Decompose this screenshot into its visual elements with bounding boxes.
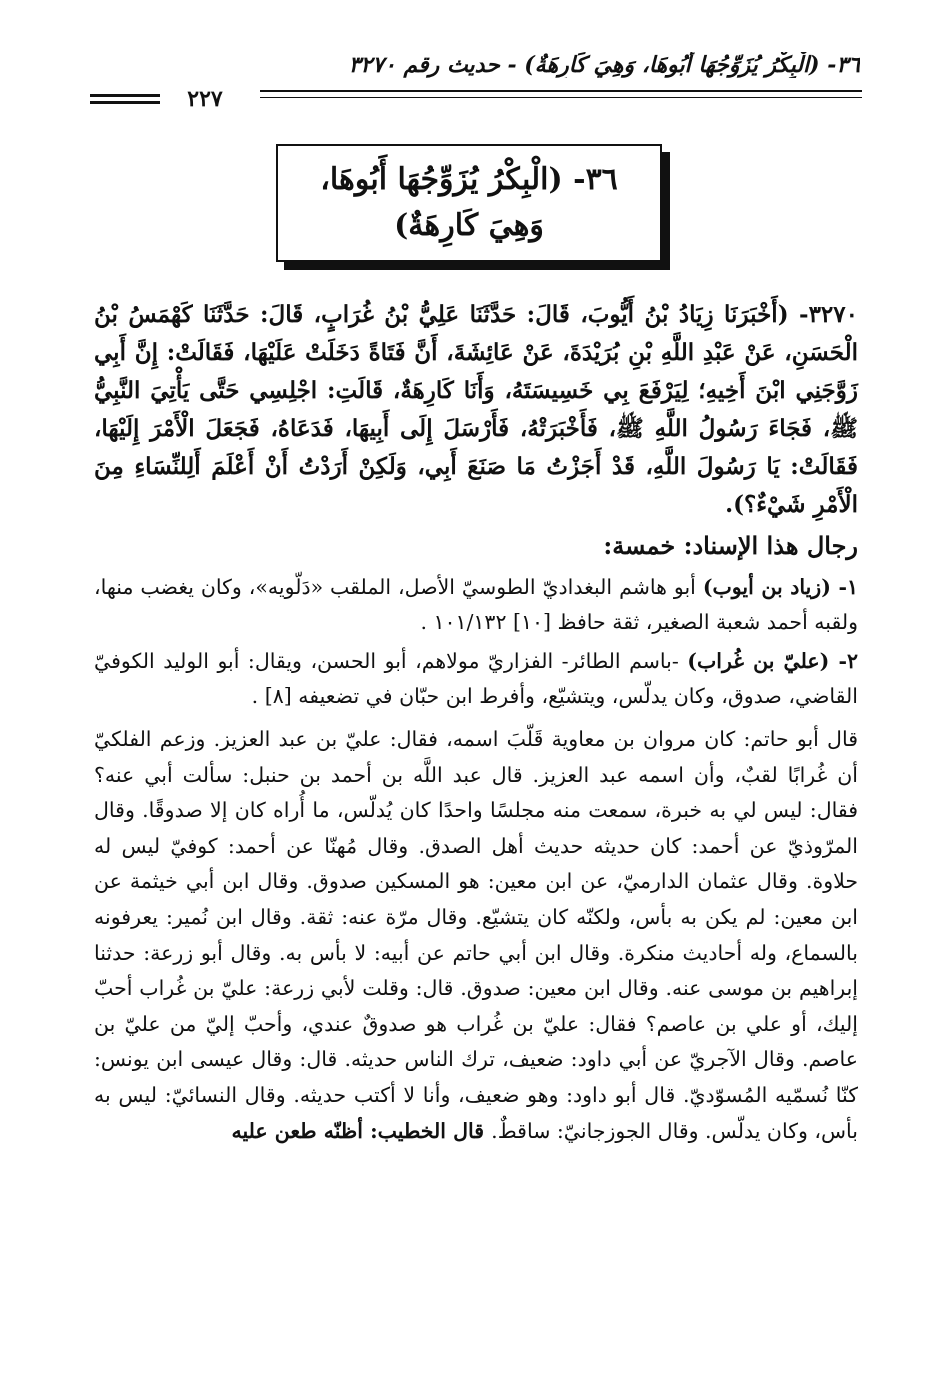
narrator-entry: [94, 644, 858, 714]
narrator-name: ١- (زياد بن أيوب): [702, 575, 858, 599]
narrator-bio: أبو هاشم البغداديّ الطوسيّ الأصل، الملقب «دَلّويه»، وكان يغضب منها، ولقبه أحمد شعبة الصغير، ثقة حافظ [١٠] ١٠١/١٣٢ .: [94, 575, 858, 634]
commentary-closing: قال الخطيب: أظنّه طعن عليه: [231, 1118, 492, 1143]
page-number: ٢٢٧: [187, 86, 223, 112]
narrator-entry: [94, 570, 858, 640]
page-number-rule: [90, 101, 160, 104]
narrator-bio: -باسم الطائر- الفزاريّ مولاهم، أبو الحسن، ويقال: أبو الوليد الكوفيّ القاضي، صدوق، وكان يدلّس، ويتشيّع، وأفرط ابن حبّان في تضعيفه [٨] .: [94, 649, 858, 708]
commentary-text: قال أبو حاتم: كان مروان بن معاوية قَلّبَ اسمه، فقال: عليّ بن عبد العزيز. وزعم الفلكيّ أن غُرابًا لقبٌ، وأن اسمه عبد العزيز. قال عبد اللَّه بن أحمد بن حنبل: سألت أبي عنه؟ فقال: ليس لي به خبرة، سمعت منه مجلسًا واحدًا كان يُدلّس، ما أُراه كان إلا صدوقًا. وقال المرّوذيّ عن أحمد: كان حديثه حديث أهل الصدق. وقال مُهنّا عن أحمد: كوفيّ ليس له حلاوة. وقال عثمان الدارميّ، عن ابن معين: هو المسكين صدوق. وقال ابن أبي خيثمة عن ابن معين: لم يكن به بأس، ولكنّه كان يتشيّع. وقال مرّة عنه: ثقة. وقال ابن نُمير: يعرفونه بالسماع، وله أحاديث منكرة. وقال ابن أبي حاتم عن أبيه: لا بأس به. وقال أبو زرعة: حدثنا إبراهيم بن موسى عنه. وقال ابن معين: صدوق. قال: وقلت لأبي زرعة: عليّ بن غُراب أحبّ إليك، أو علي بن عاصم؟ فقال: عليّ بن غُراب هو صدوقٌ عندي، وأحبّ إليّ من عليّ بن عاصم. وقال الآجريّ عن أبي داود: ضعيف، ترك الناس حديثه. قال: وقال عيسى ابن يونس: كنّا نُسمّيه المُسوّديّ. قال أبو داود: وهو ضعيف، وأنا لا أكتب حديثه. وقال النسائيّ: ليس به بأس، وكان يدلّس. وقال الجوزجانيّ: ساقطٌ.: [94, 727, 858, 1143]
main-text: [94, 296, 858, 1149]
running-header: ٣٦- (الْبِكْرُ يُزَوِّجُهَا أَبُوهَا، وَهِيَ كَارِهَةٌ) - حديث رقم ٣٢٧٠: [348, 52, 860, 78]
hadith-text: ٣٢٧٠- (أَخْبَرَنَا زِيَادُ بْنُ أَيُّوبَ، قَالَ: حَدَّثَنَا عَلِيُّ بْنُ غُرَابٍ، قَالَ: حَدَّثَنَا كَهْمَسُ بْنُ الْحَسَنِ، عَنْ عَبْدِ اللَّهِ بْنِ بُرَيْدَةَ، عَنْ عَائِشَةَ، أَنَّ فَتَاةً دَخَلَتْ عَلَيْهَا، فَقَالَتْ: إِنَّ أَبِي زَوَّجَنِي ابْنَ أَخِيهِ؛ لِيَرْفَعَ بِي خَسِيسَتَهُ، وَأَنَا كَارِهَةٌ، قَالَتِ: اجْلِسِي حَتَّى يَأْتِيَ النَّبِيُّ ﷺ، فَجَاءَ رَسُولُ اللَّهِ ﷺ، فَأَخْبَرَتْهُ، فَأَرْسَلَ إِلَى أَبِيهَا، فَدَعَاهُ، فَجَعَلَ الْأَمْرَ إِلَيْهَا، فَقَالَتْ: يَا رَسُولَ اللَّهِ، قَدْ أَجَزْتُ مَا صَنَعَ أَبِي، وَلَكِنْ أَرَدْتُ أَنْ أَعْلَمَ أَلِلنِّسَاءِ مِنَ الْأَمْرِ شَيْءٌ؟).: [94, 301, 858, 518]
commentary-paragraph: [94, 722, 858, 1149]
page-number-rule: [90, 94, 160, 97]
header-rule: [260, 90, 862, 92]
chapter-title-box: [276, 144, 662, 262]
header-rule-thin: [260, 97, 862, 98]
isnad-heading: رجال هذا الإسناد: خمسة:: [603, 531, 858, 560]
narrator-name: ٢- (عليّ بن غُراب): [687, 649, 858, 673]
chapter-title: ٣٦- (الْبِكْرُ يُزَوِّجُهَا أَبُوهَا، وَهِيَ كَارِهَةٌ): [320, 162, 618, 243]
